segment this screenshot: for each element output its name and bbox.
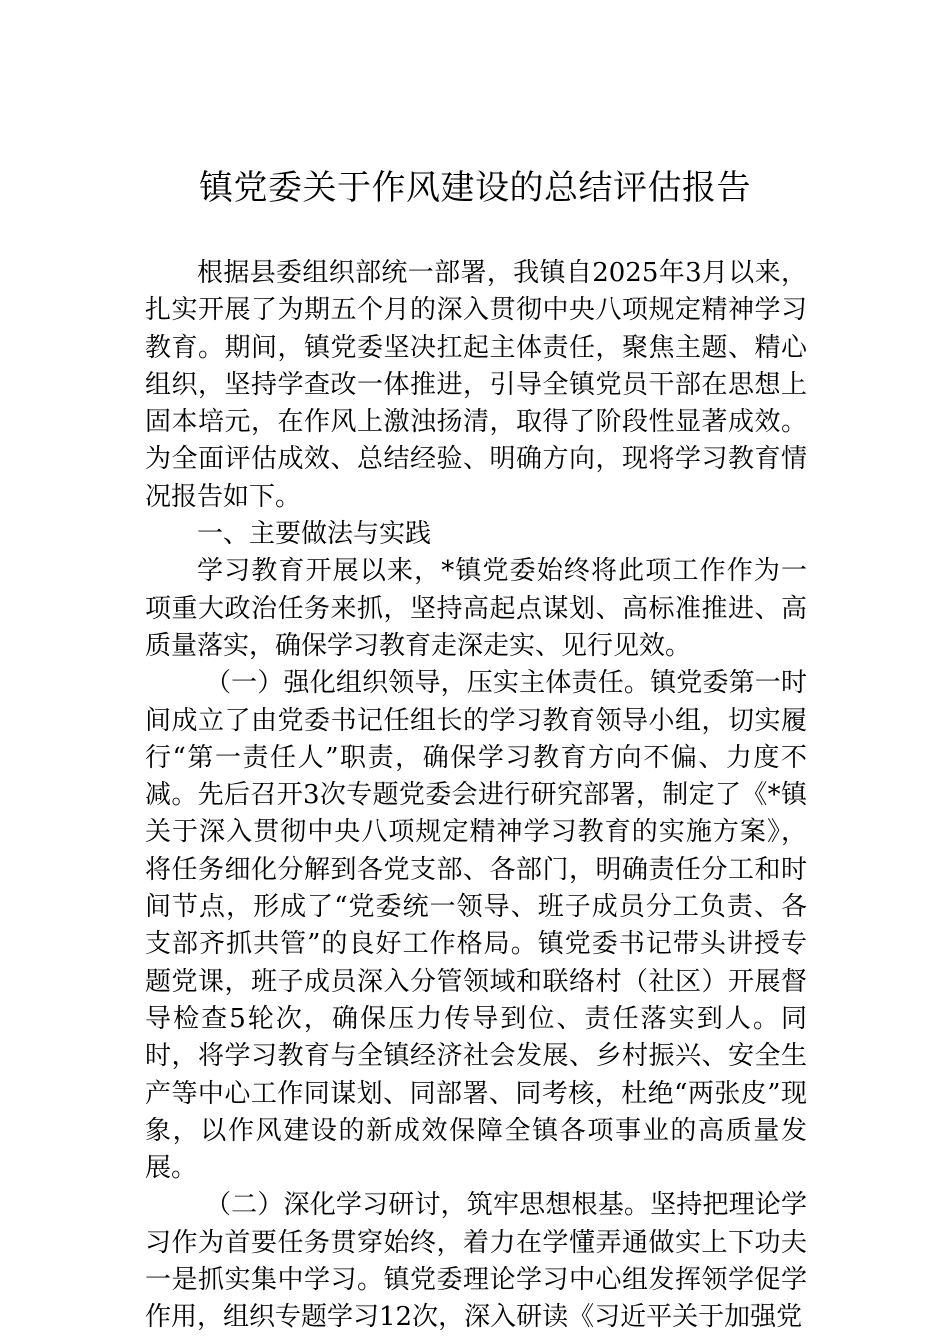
subsection-2-paragraph: （二）深化学习研讨，筑牢思想根基。坚持把理论学习作为首要任务贯穿始终，着力在学懂弄通做实上下功夫一是抓实集中学习。镇党委理论学习中心组发挥领学促学作用，组织专题学习12次，深入研读《习近平关于加强党 <box>145 1190 807 1333</box>
section-intro-paragraph: 学习教育开展以来，*镇党委始终将此项工作作为一项重大政治任务来抓，坚持高起点谋划、高标准推进、高质量落实，确保学习教育走深走实、见行见效。 <box>145 556 807 661</box>
document-title: 镇党委关于作风建设的总结评估报告 <box>199 168 751 208</box>
subsection-1-paragraph: （一）强化组织领导，压实主体责任。镇党委第一时间成立了由党委书记任组长的学习教育领导小组，切实履行“第一责任人”职责，确保学习教育方向不偏、力度不减。先后召开3次专题党委会进行研究部署，制定了《*镇关于深入贯彻中央八项规定精神学习教育的实施方案》，将任务细化分解到各党支部、各部门，明确责任分工和时间节点，形成了“党委统一领导、班子成员分工负责、各支部齐抓共管”的良好工作格局。镇党委书记带头讲授专题党课，班子成员深入分管领域和联络村（社区）开展督导检查5轮次，确保压力传导到位、责任落实到人。同时，将学习教育与全镇经济社会发展、乡村振兴、安全生产等中心工作同谋划、同部署、同考核，杜绝“两张皮”现象，以作风建设的新成效保障全镇各项事业的高质量发展。 <box>145 668 807 1184</box>
intro-paragraph: 根据县委组织部统一部署，我镇自2025年3月以来，扎实开展了为期五个月的深入贯彻中央八项规定精神学习教育。期间，镇党委坚决扛起主体责任，聚焦主题、精心组织，坚持学查改一体推进，引导全镇党员干部在思想上固本培元，在作风上激浊扬清，取得了阶段性显著成效。为全面评估成效、总结经验、明确方向，现将学习教育情况报告如下。 <box>145 258 807 512</box>
section-heading: 一、主要做法与实践 <box>197 519 432 550</box>
document-body <box>145 255 807 1337</box>
